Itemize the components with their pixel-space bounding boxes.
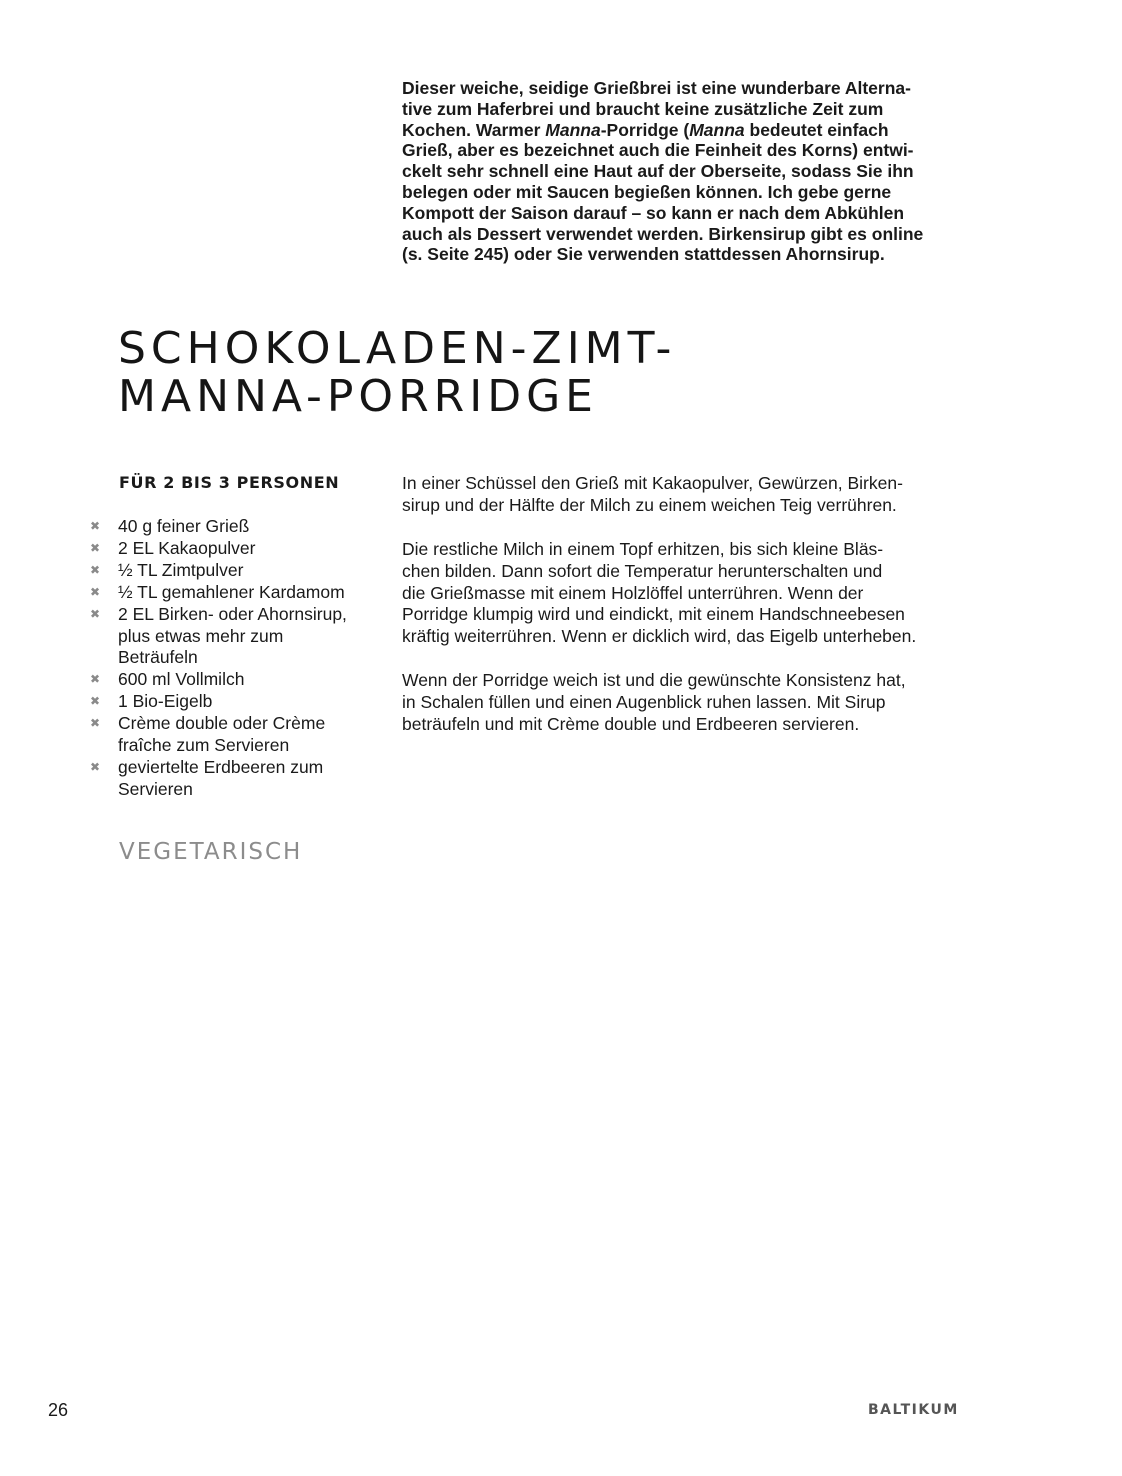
ingredient-text: 1 Bio-Eigelb <box>118 691 213 712</box>
method-line: In einer Schüssel den Grieß mit Kakaopulver, Gewürzen, Birken- <box>402 473 903 493</box>
intro-text: bedeutet einfach <box>744 119 889 140</box>
ingredient-text: 2 EL Birken- oder Ahornsirup, <box>118 603 347 624</box>
ingredient-text: fraîche zum Servieren <box>118 735 290 756</box>
ingredient-item <box>90 757 370 801</box>
intro-line: auch als Dessert verwendet werden. Birkensirup gibt es online <box>402 223 924 244</box>
cross-bullet-icon: ✖ <box>90 694 101 709</box>
ingredients-list <box>90 516 370 801</box>
category-label: VEGETARISCH <box>119 839 303 865</box>
method-line: Wenn der Porridge weich ist und die gewünschte Konsistenz hat, <box>402 670 906 691</box>
cross-bullet-icon: ✖ <box>90 519 101 533</box>
ingredient-text: ½ TL Zimtpulver <box>118 559 244 580</box>
method-line: sirup und der Hälfte der Milch zu einem weichen Teig verrühren. <box>402 494 897 515</box>
intro-text: -Porridge ( <box>600 119 690 140</box>
cross-bullet-icon: ✖ <box>90 606 101 621</box>
ingredient-text: Beträufeln <box>118 647 198 668</box>
recipe-title-line-2: MANNA-PORRIDGE <box>118 371 598 422</box>
method-line: in Schalen füllen und einen Augenblick ruhen lassen. Mit Sirup <box>402 692 886 713</box>
intro-text: Kochen. Warmer <box>402 119 546 140</box>
ingredient-item <box>90 713 370 757</box>
intro-line: ckelt sehr schnell eine Haut auf der Oberseite, sodass Sie ihn <box>402 161 914 182</box>
intro-line: Dieser weiche, seidige Grießbrei ist eine wunderbare Alterna- <box>402 78 911 98</box>
method-line: Porridge klumpig wird und eindickt, mit einem Handschneebesen <box>402 604 905 625</box>
cross-bullet-icon: ✖ <box>90 716 101 731</box>
intro-line: belegen oder mit Saucen begießen können. Ich gebe gerne <box>402 181 892 202</box>
ingredient-item <box>90 516 370 538</box>
ingredient-text: ½ TL gemahlener Kardamom <box>118 581 345 602</box>
cross-bullet-icon: ✖ <box>90 672 101 687</box>
servings-heading: FÜR 2 BIS 3 PERSONEN <box>119 473 340 492</box>
method-paragraph <box>402 473 972 517</box>
recipe-title-line-1: SCHOKOLADEN-ZIMT- <box>118 323 677 374</box>
ingredient-text: plus etwas mehr zum <box>118 625 284 646</box>
method-line: chen bilden. Dann sofort die Temperatur herunterschalten und <box>402 560 883 581</box>
ingredient-text: 40 g feiner Grieß <box>118 516 250 536</box>
ingredient-text: Servieren <box>118 778 193 799</box>
ingredient-item <box>90 538 370 560</box>
method-section <box>402 473 972 758</box>
page-number: 26 <box>48 1400 69 1420</box>
cross-bullet-icon: ✖ <box>90 584 101 599</box>
recipe-title <box>118 325 676 421</box>
method-paragraph <box>402 539 972 649</box>
intro-line: (s. Seite 245) oder Sie verwenden stattdessen Ahornsirup. <box>402 244 885 265</box>
ingredient-text: Crème double oder Crème <box>118 713 326 734</box>
intro-line <box>402 120 962 141</box>
intro-emphasis: Manna <box>689 119 745 140</box>
cross-bullet-icon: ✖ <box>90 540 101 555</box>
intro-line: Kompott der Saison darauf – so kann er nach dem Abkühlen <box>402 202 905 223</box>
ingredient-text: 2 EL Kakaopulver <box>118 537 256 558</box>
method-line: die Grießmasse mit einem Holzlöffel unterrühren. Wenn der <box>402 582 864 603</box>
cross-bullet-icon: ✖ <box>90 562 101 577</box>
intro-emphasis: Manna <box>545 119 601 140</box>
ingredient-text: geviertelte Erdbeeren zum <box>118 756 324 777</box>
ingredient-item <box>90 691 370 713</box>
ingredient-text: 600 ml Vollmilch <box>118 669 245 690</box>
ingredient-item <box>90 560 370 582</box>
intro-paragraph <box>402 78 962 265</box>
cross-bullet-icon: ✖ <box>90 759 101 774</box>
ingredient-item <box>90 604 370 670</box>
intro-line: tive zum Haferbrei und braucht keine zusätzliche Zeit zum <box>402 98 884 119</box>
method-line: kräftig weiterrühren. Wenn er dicklich wird, das Eigelb unterheben. <box>402 626 917 647</box>
intro-line: Grieß, aber es bezeichnet auch die Feinheit des Korns) entwi- <box>402 140 914 161</box>
ingredient-item <box>90 669 370 691</box>
method-paragraph <box>402 670 972 736</box>
method-line: beträufeln und mit Crème double und Erdbeeren servieren. <box>402 713 860 734</box>
ingredient-item <box>90 582 370 604</box>
method-line: Die restliche Milch in einem Topf erhitzen, bis sich kleine Bläs- <box>402 538 884 559</box>
section-footer: BALTIKUM <box>868 1402 959 1418</box>
